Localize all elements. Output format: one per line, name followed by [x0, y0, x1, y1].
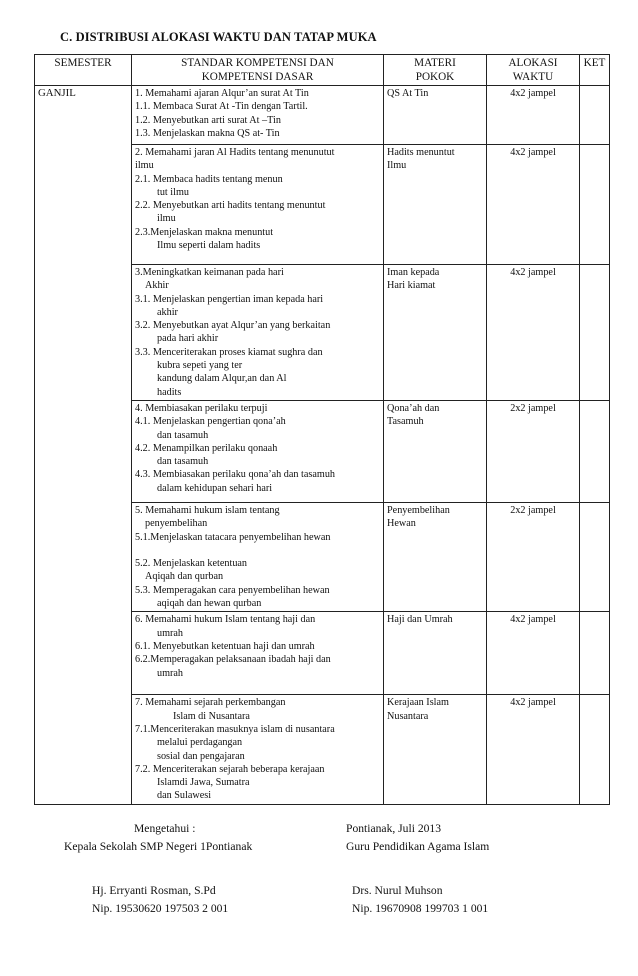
alokasi-cell: 4x2 jampel [487, 265, 580, 401]
header-materi: MATERI POKOK [384, 55, 487, 86]
alokasi-cell: 4x2 jampel [487, 86, 580, 145]
alokasi-cell: 4x2 jampel [487, 695, 580, 804]
materi-cell: Qona’ah dan Tasamuh [384, 400, 487, 502]
allocation-table [34, 54, 610, 805]
table-header-row [35, 55, 610, 86]
section-heading: C. DISTRIBUSI ALOKASI WAKTU DAN TATAP MUKA [60, 30, 377, 44]
footer-teacher-title: Guru Pendidikan Agama Islam [346, 840, 490, 853]
materi-cell: Iman kepada Hari kiamat [384, 265, 487, 401]
competency-cell: 2. Memahami jaran Al Hadits tentang menunutut ilmu 2.1. Membaca hadits tentang menun tut ilmu 2.2. Menyebutkan arti hadits tentang menuntut ilmu 2.3.Menjelaskan makna menuntut Ilmu seperti dalam hadits [132, 145, 384, 265]
ket-cell [580, 502, 610, 611]
footer-teacher-nip: Nip. 19670908 199703 1 001 [352, 902, 489, 915]
ket-cell [580, 400, 610, 502]
semester-cell: GANJIL [35, 86, 132, 805]
materi-cell: QS At Tin [384, 86, 487, 145]
ket-cell [580, 612, 610, 695]
footer-acknowledged: Mengetahui : [134, 822, 196, 835]
alokasi-cell: 4x2 jampel [487, 612, 580, 695]
competency-cell: 3.Meningkatkan keimanan pada hari Akhir 3.1. Menjelaskan pengertian iman kepada hari akhir 3.2. Menyebutkan ayat Alqur’an yang berkaitan pada hari akhir 3.3. Menceriterakan proses kiamat sughra dan kubra sepeti yang ter kandung dalam Alqur,an dan Al hadits [132, 265, 384, 401]
competency-cell: 5. Memahami hukum islam tentang penyembelihan 5.1.Menjelaskan tatacara penyembelihan hewan 5.2. Menjelaskan ketentuan Aqiqah dan qurban 5.3. Memperagakan cara penyembelihan hewan aqiqah dan hewan qurban [132, 502, 384, 611]
ket-cell [580, 695, 610, 804]
table-row [35, 86, 610, 145]
materi-cell: Kerajaan Islam Nusantara [384, 695, 487, 804]
alokasi-cell: 2x2 jampel [487, 400, 580, 502]
header-alokasi: ALOKASI WAKTU [487, 55, 580, 86]
competency-cell: 7. Memahami sejarah perkembangan Islam di Nusantara 7.1.Menceriterakan masuknya islam di nusantara melalui perdagangan sosial dan pengajaran 7.2. Menceriterakan sejarah beberapa kerajaan Islamdi Jawa, Sumatra dan Sulawesi [132, 695, 384, 804]
ket-cell [580, 145, 610, 265]
materi-cell: Hadits menuntut Ilmu [384, 145, 487, 265]
footer-principal-name: Hj. Erryanti Rosman, S.Pd [92, 884, 216, 897]
footer-teacher-name: Drs. Nurul Muhson [352, 884, 443, 897]
footer-principal-nip: Nip. 19530620 197503 2 001 [92, 902, 229, 915]
competency-cell: 4. Membiasakan perilaku terpuji 4.1. Menjelaskan pengertian qona’ah dan tasamuh 4.2. Menampilkan perilaku qonaah dan tasamuh 4.3. Membiasakan perilaku qona’ah dan tasamuh dalam kehidupan sehari hari [132, 400, 384, 502]
ket-cell [580, 265, 610, 401]
ket-cell [580, 86, 610, 145]
competency-cell: 1. Memahami ajaran Alqur’an surat At Tin 1.1. Membaca Surat At -Tin dengan Tartil. 1.2. Menyebutkan arti surat At –Tin 1.3. Menjelaskan makna QS at- Tin [132, 86, 384, 145]
alokasi-cell: 2x2 jampel [487, 502, 580, 611]
header-semester: SEMESTER [35, 55, 132, 86]
competency-cell: 6. Memahami hukum Islam tentang haji dan umrah 6.1. Menyebutkan ketentuan haji dan umrah 6.2.Memperagakan pelaksanaan ibadah haji dan umrah [132, 612, 384, 695]
materi-cell: Haji dan Umrah [384, 612, 487, 695]
footer-principal-title: Kepala Sekolah SMP Negeri 1Pontianak [64, 840, 253, 853]
materi-cell: Penyembelihan Hewan [384, 502, 487, 611]
alokasi-cell: 4x2 jampel [487, 145, 580, 265]
header-ket: KET [580, 55, 610, 86]
header-standar: STANDAR KOMPETENSI DAN KOMPETENSI DASAR [132, 55, 384, 86]
footer-place-date: Pontianak, Juli 2013 [346, 822, 442, 835]
